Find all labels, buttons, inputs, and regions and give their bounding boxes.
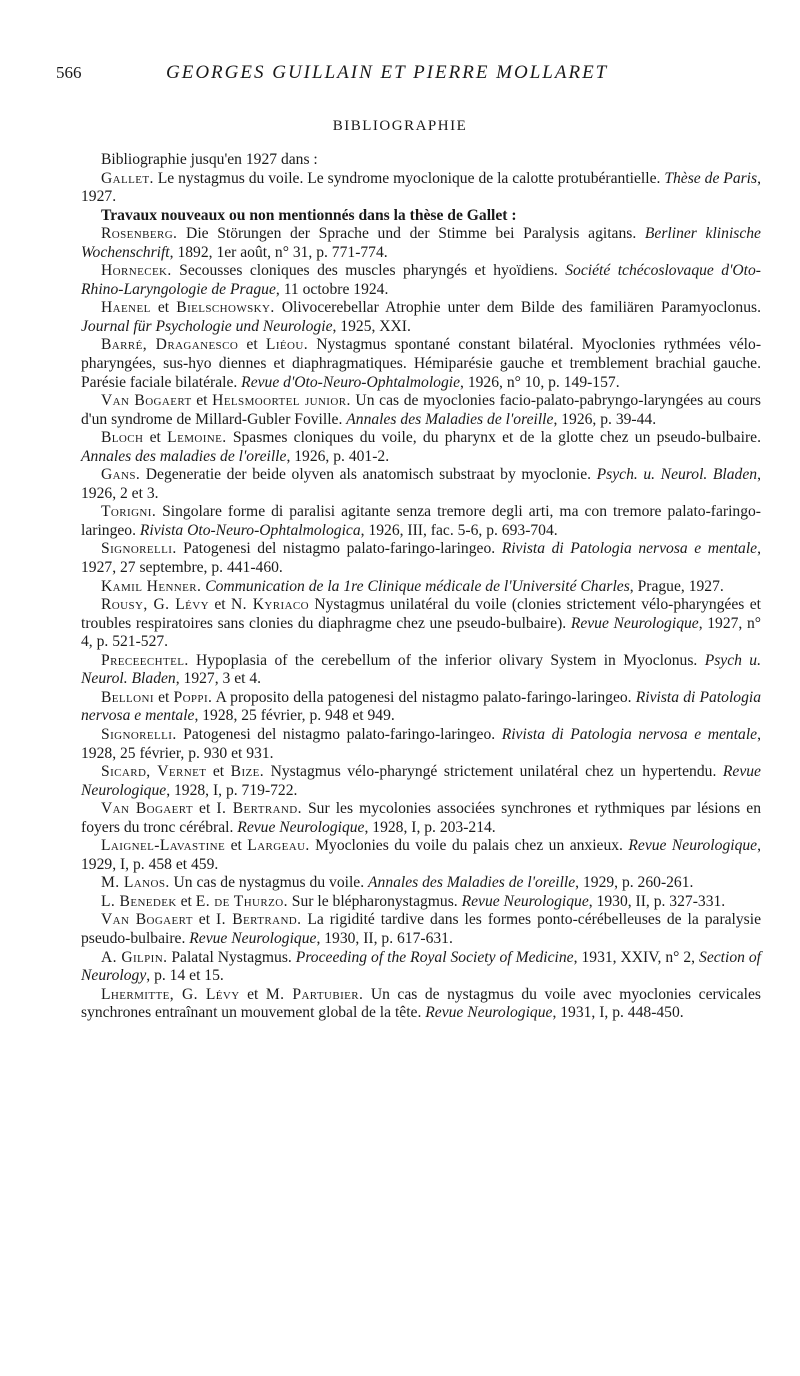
entry-text: et: [192, 911, 217, 929]
bibliography-entry: [81, 262, 761, 299]
entry-text: , 1926, p. 401-2.: [286, 447, 390, 465]
entry-text: Un cas de nystagmus du voile.: [169, 874, 368, 892]
entry-text: , 1927, n° 4, p. 521-527.: [81, 614, 761, 651]
entry-author: Van Bogaert: [101, 911, 193, 929]
entry-text: Spasmes cloniques du voile, du pharynx et de la glotte chez un pseudo-bulbaire.: [226, 429, 761, 447]
entry-author: Barré, Draganesco: [101, 336, 239, 354]
entry-text: Nystagmus spontané constant bilatéral. Myoclonies rythmées vélo-pharyngées, sus-hyo diennes et diaphragmatiques. Hémiparésie gauche et tremblement brachial gauche. Parésie faciale bilatérale.: [81, 336, 762, 391]
entry-text: et: [176, 892, 196, 910]
bibliography-entry: [81, 429, 761, 466]
bibliography-entry: [81, 578, 761, 597]
entry-text: et: [208, 596, 232, 614]
entry-source: Psych. u. Neurol. Bladen: [596, 466, 758, 484]
entry-text: Degeneratie der beide olyven als anatomisch substraat by myoclonie.: [140, 466, 597, 484]
entry-text: , 1928, 25 février, p. 930 et 931.: [81, 725, 761, 762]
entry-text: , 1928, I, p. 203-214.: [364, 818, 496, 836]
entry-text: , 1927, 27 septembre, p. 441-460.: [81, 540, 761, 577]
entry-text: Le nystagmus du voile. Le syndrome myoclonique de la calotte protubérantielle.: [153, 169, 665, 187]
entry-source: Revue Neurologique: [81, 763, 761, 799]
entry-source: Rivista di Patologia nervosa e mentale: [81, 688, 762, 725]
entry-text: Secousses cloniques des muscles pharyngés et hyoïdiens.: [171, 262, 566, 280]
bibliography-entry: [81, 726, 761, 763]
entry-source: Société tchécoslovaque d'Oto-Rhino-Laryngologie de Prague: [81, 262, 761, 298]
entry-text: Patogenesi del nistagmo palato-faringo-laringeo.: [176, 725, 502, 743]
entry-author: Laignel-Lavastine: [101, 837, 226, 855]
entry-author: Van Bogaert: [101, 392, 192, 410]
entry-text: , 1931, XXIV, n° 2,: [573, 948, 700, 966]
entry-text: , 1930, II, p. 327-331.: [588, 892, 726, 910]
bibliography-entry: [81, 466, 761, 503]
running-head: GEORGES GUILLAIN ET PIERRE MOLLARET: [166, 62, 609, 83]
entry-text: Palatal Nystagmus.: [167, 948, 296, 966]
entry-author: L. Benedek: [101, 892, 177, 910]
entry-text: et: [191, 392, 213, 410]
entry-source: Revue Neurologique: [237, 818, 365, 836]
entry-source: Revue d'Oto-Neuro-Ophtalmologie: [241, 373, 461, 391]
entry-author: M. Partubier.: [265, 985, 364, 1003]
entry-source: Proceeding of the Royal Society of Medicine: [295, 948, 574, 966]
entry-author: Rousy, G. Lévy: [101, 596, 209, 614]
entry-text: Nystagmus vélo-pharyngé strictement unilatéral chez un hypertendu.: [264, 763, 723, 781]
bibliography-entry: [81, 689, 761, 726]
bibliography-entry: [81, 540, 761, 577]
entry-author: Rosenberg.: [101, 225, 178, 243]
entry-text: Bibliographie jusqu'en 1927 dans :: [101, 151, 318, 168]
entry-text: Sur les mycolonies associées synchrones et rythmiques par lésions en foyers du tronc cérébral.: [81, 800, 761, 836]
entry-text: et: [206, 763, 231, 781]
entry-author: Helsmoortel junior.: [212, 392, 351, 410]
entry-author: Hornecek.: [101, 262, 172, 280]
entry-source: Rivista Oto-Neuro-Ophtalmologica: [139, 521, 361, 539]
bibliography-entry: [81, 949, 761, 986]
entry-heading: Travaux nouveaux ou non mentionnés dans la thèse de Gallet :: [101, 206, 517, 224]
entry-text: et: [225, 837, 248, 855]
entry-author: Sicard, Vernet: [101, 763, 207, 781]
entry-text: et: [153, 688, 174, 706]
entry-text: Sur le blépharonystagmus.: [287, 892, 462, 910]
bibliography-entry: [81, 911, 761, 948]
entry-source: Section of Neurology: [81, 948, 762, 985]
entry-author: Bize.: [230, 763, 265, 781]
entry-source: Psych u. Neurol. Bladen: [81, 651, 762, 688]
bibliography-entry: [81, 652, 761, 689]
entry-author: Belloni: [101, 688, 154, 706]
entry-author: A. Gilpin.: [101, 948, 168, 966]
entry-source: Annales des Maladies de l'oreille: [346, 410, 554, 428]
entry-author: Lhermitte, G. Lévy: [101, 985, 240, 1003]
entry-author: Gallet.: [101, 169, 154, 187]
entry-source: Revue Neurologique: [570, 614, 699, 632]
entry-text: Die Störungen der Sprache und der Stimme bei Paralysis agitans.: [177, 225, 645, 243]
page-number: 566: [56, 63, 82, 82]
entry-source: Revue Neurologique: [461, 892, 589, 910]
entry-text: et: [150, 299, 177, 317]
entry-author: I. Bertrand.: [216, 800, 302, 818]
entry-author: E. de Thurzo.: [195, 892, 288, 910]
entry-source: Revue Neurologique: [425, 1004, 553, 1022]
bibliography-entry: [81, 151, 761, 170]
entry-text: A proposito della patogenesi del nistagmo palato-faringo-laringeo.: [212, 688, 636, 706]
entry-text: , Prague, 1927.: [629, 577, 724, 595]
entry-text: Un cas de myoclonies facio-palato-pabryngo-laryngées au cours d'un syndrome de Millard-Gubler Foville.: [81, 392, 761, 428]
entry-text: Singolare forme di paralisi agitante senza tremore degli arti, ma con tremore palato-faringo-laringeo.: [81, 503, 761, 539]
entry-text: , 1892, 1er août, n° 31, p. 771-774.: [169, 243, 388, 261]
bibliography-entry: [81, 763, 761, 800]
entry-source: Thèse de Paris: [664, 169, 758, 187]
entry-author: Bloch: [101, 429, 144, 447]
entry-text: , 1925, XXI.: [332, 317, 411, 335]
entry-text: , 1926, n° 10, p. 149-157.: [460, 373, 620, 391]
entry-text: Nystagmus unilatéral du voile (clonies strictement vélo-pharyngées et troubles respiratoires sans clonies du diaphragme chez une pseudo-bulbaire).: [81, 596, 761, 632]
bibliography-entry: [81, 170, 761, 207]
entry-source: Communication de la 1re Clinique médicale de l'Université Charles: [205, 577, 630, 595]
entry-text: et: [239, 985, 266, 1003]
entry-source: Journal für Psychologie und Neurologie: [81, 317, 333, 335]
bibliography-entry: [81, 986, 761, 1023]
entry-text: Patogenesi del nistagmo palato-faringo-laringeo.: [176, 540, 502, 558]
entry-text: , 1929, I, p. 458 et 459.: [81, 837, 761, 873]
bibliography-list: [81, 151, 761, 1023]
entry-text: et: [238, 336, 266, 354]
bibliography-entry: [81, 800, 761, 837]
entry-text: , 1931, I, p. 448-450.: [552, 1004, 684, 1022]
entry-author: Van Bogaert: [101, 800, 193, 818]
entry-source: Revue Neurologique: [189, 929, 317, 947]
entry-text: Olivocerebellar Atrophie unter dem Bilde des familiären Paramyoclonus.: [274, 299, 761, 317]
entry-text: , 1927, 3 et 4.: [175, 670, 262, 688]
entry-author: Signorelli.: [101, 540, 177, 558]
page-header: [56, 62, 756, 84]
entry-author: M. Lanos.: [101, 874, 170, 892]
bibliography-entry: [81, 207, 761, 226]
bibliography-entry: [81, 837, 761, 874]
entry-author: Preceechtel.: [101, 651, 189, 669]
entry-text: , 1927.: [81, 169, 761, 206]
entry-author: Lemoine.: [167, 429, 227, 447]
entry-author: Haenel: [101, 299, 151, 317]
entry-text: , 1926, p. 39-44.: [553, 410, 657, 428]
entry-source: Revue Neurologique: [628, 837, 758, 855]
entry-author: Bielschowsky.: [176, 299, 275, 317]
entry-author: Torigni.: [101, 503, 157, 521]
entry-text: , 1930, II, p. 617-631.: [316, 929, 453, 947]
entry-text: , 11 octobre 1924.: [275, 280, 389, 298]
bibliography-entry: [81, 225, 761, 262]
entry-source: Rivista di Patologia nervosa e mentale: [501, 725, 758, 743]
entry-text: , 1926, 2 et 3.: [81, 466, 761, 502]
entry-text: et: [192, 800, 217, 818]
entry-text: , p. 14 et 15.: [146, 967, 224, 985]
entry-text: , 1926, III, fac. 5-6, p. 693-704.: [360, 521, 558, 539]
bibliography-entry: [81, 336, 761, 392]
section-title: BIBLIOGRAPHIE: [332, 118, 468, 134]
entry-source: Rivista di Patologia nervosa e mentale: [501, 540, 758, 558]
bibliography-entry: [81, 893, 761, 912]
bibliography-entry: [81, 503, 761, 540]
entry-author: Signorelli.: [101, 725, 177, 743]
entry-author: Largeau.: [247, 837, 310, 855]
entry-text: Un cas de nystagmus du voile avec myoclonies cervicales synchrones entraînant un mouvement global de la tête.: [81, 985, 761, 1022]
entry-text: , 1928, I, p. 719-722.: [166, 781, 298, 799]
entry-text: Hypoplasia of the cerebellum of the inferior olivary System in Myoclonus.: [188, 651, 705, 669]
entry-source: Annales des Maladies de l'oreille: [368, 874, 576, 892]
entry-author: N. Kyriaco: [231, 596, 310, 614]
entry-text: et: [143, 429, 168, 447]
entry-text: , 1928, 25 février, p. 948 et 949.: [194, 707, 395, 725]
entry-author: Gans.: [101, 466, 141, 484]
bibliography-entry: [81, 874, 761, 893]
entry-author: Poppi.: [173, 688, 213, 706]
entry-text: , 1929, p. 260-261.: [575, 874, 694, 892]
bibliography-entry: [81, 299, 761, 336]
entry-author: I. Bertrand.: [216, 911, 302, 929]
entry-text: Myoclonies du voile du palais chez un anxieux.: [309, 837, 629, 855]
entry-source: Berliner klinische Wochenschrift: [81, 225, 761, 261]
entry-author: Liéou.: [265, 336, 308, 354]
entry-author: Kamil Henner.: [101, 577, 202, 595]
entry-text: La rigidité tardive dans les formes ponto-cérébelleuses de la paralysie pseudo-bulbaire.: [81, 911, 762, 947]
bibliography-entry: [81, 392, 761, 429]
bibliography-entry: [81, 596, 761, 652]
entry-source: Annales des maladies de l'oreille: [81, 447, 287, 465]
